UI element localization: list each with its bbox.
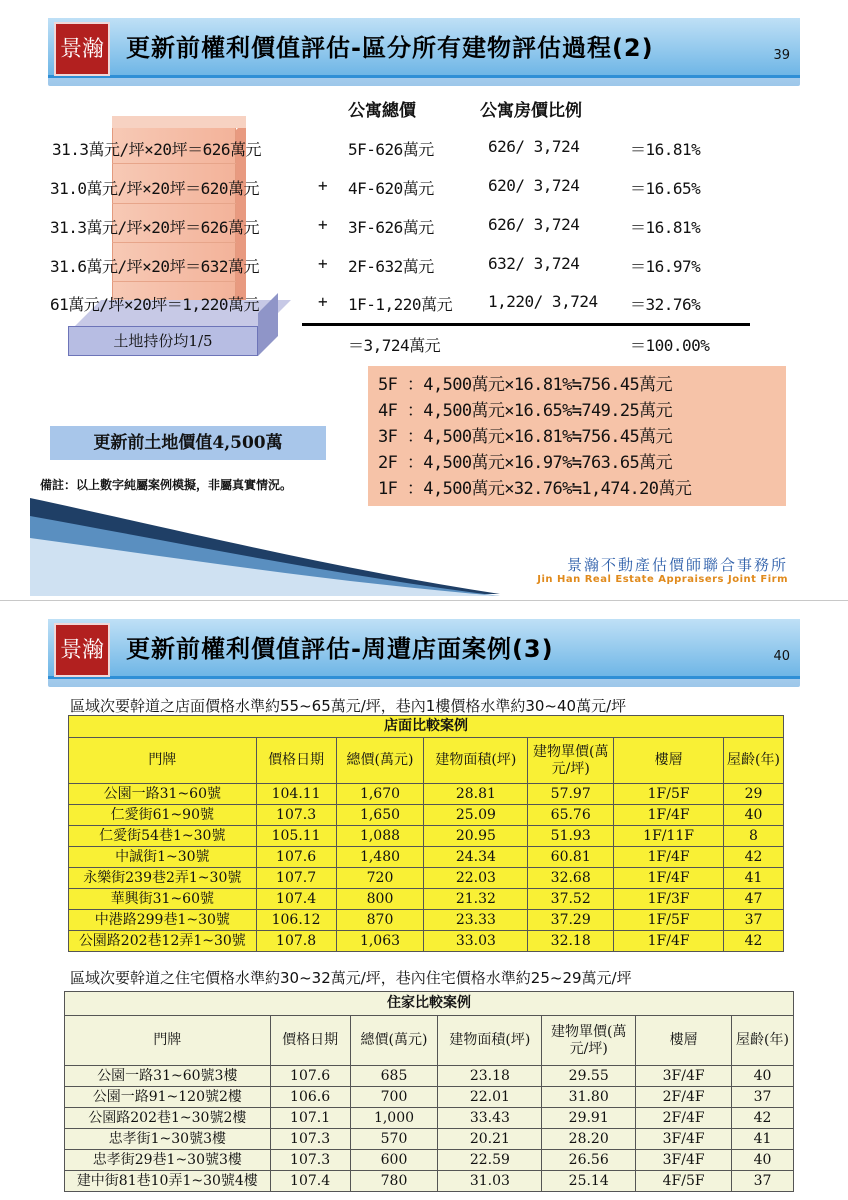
- col-header: 價格日期: [256, 738, 336, 784]
- col-header: 門牌: [69, 738, 257, 784]
- table-cell: 33.43: [438, 1108, 542, 1129]
- table-cell: 32.18: [528, 931, 614, 952]
- table-cell: 33.03: [424, 931, 528, 952]
- col-header: 價格日期: [270, 1016, 350, 1066]
- sum-total: ＝3,724萬元: [348, 336, 441, 355]
- table-cell: 104.11: [256, 784, 336, 805]
- table-row: [69, 868, 784, 889]
- floor-ratio-1f: 1,220/ 3,724: [488, 292, 598, 311]
- table-cell: 29.55: [542, 1066, 636, 1087]
- floor-pct-4f: ＝16.65%: [630, 179, 701, 198]
- table-caption: 店面比較案例: [69, 716, 784, 738]
- table-cell: 中誠街1~30號: [69, 847, 257, 868]
- slide-title: 更新前權利價值評估-周遭店面案例(3): [126, 635, 554, 663]
- col-header: 樓層: [636, 1016, 732, 1066]
- table-cell: 23.18: [438, 1066, 542, 1087]
- decorative-swoosh: [30, 498, 500, 596]
- table-cell: 37: [732, 1087, 794, 1108]
- plus-sign: +: [318, 215, 328, 234]
- table-cell: 107.4: [256, 889, 336, 910]
- shop-price-note: 區域次要幹道之店面價格水準約55~65萬元/坪，巷內1樓價格水準約30~40萬元/坪: [70, 697, 627, 715]
- table-cell: 41: [732, 1129, 794, 1150]
- sum-divider: [302, 323, 750, 326]
- page-number: 40: [773, 649, 790, 664]
- table-cell: 42: [724, 931, 784, 952]
- table-cell: 1F/4F: [614, 868, 724, 889]
- table-cell: 31.03: [438, 1171, 542, 1192]
- land-value-box: 更新前土地價值4,500萬: [50, 426, 326, 460]
- table-cell: 37: [724, 910, 784, 931]
- residential-comparison-table: [64, 991, 794, 1192]
- table-row: [65, 1087, 794, 1108]
- table-cell: 870: [336, 910, 424, 931]
- table-row: [65, 1150, 794, 1171]
- table-cell: 華興街31~60號: [69, 889, 257, 910]
- table-cell: 65.76: [528, 805, 614, 826]
- table-cell: 1,670: [336, 784, 424, 805]
- floor-pct-5f: ＝16.81%: [630, 140, 701, 159]
- table-cell: 780: [350, 1171, 438, 1192]
- table-cell: 1F/4F: [614, 931, 724, 952]
- col-header: 建物面積(坪): [424, 738, 528, 784]
- table-cell: 忠孝街1~30號3樓: [65, 1129, 271, 1150]
- col-header: 屋齡(年): [724, 738, 784, 784]
- floor-calc-5f: 31.3萬元/坪×20坪＝626萬元: [52, 140, 261, 159]
- slide-title: 更新前權利價值評估-區分所有建物評估過程(2): [126, 34, 654, 62]
- table-row: [65, 1171, 794, 1192]
- table-cell: 32.68: [528, 868, 614, 889]
- col-header: 建物單價(萬元/坪): [542, 1016, 636, 1066]
- table-cell: 1,088: [336, 826, 424, 847]
- title-bar: [48, 18, 800, 88]
- calc-line-2f: 2F ：4,500萬元×16.97%≒763.65萬元: [378, 453, 672, 473]
- table-cell: 永樂街239巷2弄1~30號: [69, 868, 257, 889]
- table-cell: 57.97: [528, 784, 614, 805]
- table-cell: 建中街81巷10弄1~30號4樓: [65, 1171, 271, 1192]
- floor-ratio-4f: 620/ 3,724: [488, 176, 580, 195]
- col-header: 建物單價(萬元/坪): [528, 738, 614, 784]
- table-cell: 22.59: [438, 1150, 542, 1171]
- floor-total-1f: 1F-1,220萬元: [348, 295, 453, 314]
- table-cell: 107.3: [256, 805, 336, 826]
- table-cell: 800: [336, 889, 424, 910]
- table-cell: 51.93: [528, 826, 614, 847]
- floor-calc-2f: 31.6萬元/坪×20坪＝632萬元: [50, 257, 259, 276]
- floor-ratio-5f: 626/ 3,724: [488, 137, 580, 156]
- table-cell: 29.91: [542, 1108, 636, 1129]
- col-header: 樓層: [614, 738, 724, 784]
- firm-name-en: Jin Han Real Estate Appraisers Joint Firm: [537, 574, 788, 585]
- floor-pct-2f: ＝16.97%: [630, 257, 701, 276]
- col-header: 屋齡(年): [732, 1016, 794, 1066]
- table-cell: 107.7: [256, 868, 336, 889]
- table-cell: 1F/4F: [614, 847, 724, 868]
- floor-total-3f: 3F-626萬元: [348, 218, 434, 237]
- table-cell: 1F/5F: [614, 910, 724, 931]
- table-cell: 公園一路31~60號: [69, 784, 257, 805]
- table-cell: 2F/4F: [636, 1087, 732, 1108]
- table-cell: 22.01: [438, 1087, 542, 1108]
- floor-calc-4f: 31.0萬元/坪×20坪＝620萬元: [50, 179, 259, 198]
- table-cell: 20.21: [438, 1129, 542, 1150]
- table-cell: 20.95: [424, 826, 528, 847]
- table-cell: 3F/4F: [636, 1066, 732, 1087]
- table-cell: 105.11: [256, 826, 336, 847]
- col-header: 門牌: [65, 1016, 271, 1066]
- allocation-calc-box: [368, 366, 786, 506]
- col-header: 建物面積(坪): [438, 1016, 542, 1066]
- table-cell: 40: [732, 1150, 794, 1171]
- table-cell: 23.33: [424, 910, 528, 931]
- table-row: [69, 889, 784, 910]
- floor-calc-3f: 31.3萬元/坪×20坪＝626萬元: [50, 218, 259, 237]
- table-cell: 公園路202巷12弄1~30號: [69, 931, 257, 952]
- calc-line-1f: 1F ：4,500萬元×32.76%≒1,474.20萬元: [378, 479, 692, 499]
- table-row: [69, 847, 784, 868]
- table-row: [65, 1066, 794, 1087]
- table-cell: 26.56: [542, 1150, 636, 1171]
- floor-pct-1f: ＝32.76%: [630, 295, 701, 314]
- table-cell: 41: [724, 868, 784, 889]
- table-cell: 600: [350, 1150, 438, 1171]
- table-row: [69, 826, 784, 847]
- floor-calc-1f: 61萬元/坪×20坪＝1,220萬元: [50, 295, 259, 314]
- table-cell: 4F/5F: [636, 1171, 732, 1192]
- table-row: [69, 910, 784, 931]
- plus-sign: +: [318, 176, 328, 195]
- plus-sign: +: [318, 254, 328, 273]
- table-cell: 1F/3F: [614, 889, 724, 910]
- firm-logo: 景瀚: [54, 22, 110, 76]
- table-cell: 公園一路31~60號3樓: [65, 1066, 271, 1087]
- floor-total-5f: 5F-626萬元: [348, 140, 434, 159]
- table-cell: 25.14: [542, 1171, 636, 1192]
- calc-line-4f: 4F ：4,500萬元×16.65%≒749.25萬元: [378, 401, 672, 421]
- slide-40: [0, 600, 848, 1200]
- floor-pct-3f: ＝16.81%: [630, 218, 701, 237]
- table-cell: 37.52: [528, 889, 614, 910]
- table-cell: 40: [724, 805, 784, 826]
- table-cell: 中港路299巷1~30號: [69, 910, 257, 931]
- table-caption: 住家比較案例: [65, 992, 794, 1016]
- sum-pct: ＝100.00%: [630, 336, 710, 355]
- table-cell: 忠孝街29巷1~30號3樓: [65, 1150, 271, 1171]
- table-cell: 28.20: [542, 1129, 636, 1150]
- table-cell: 24.34: [424, 847, 528, 868]
- table-cell: 22.03: [424, 868, 528, 889]
- table-cell: 60.81: [528, 847, 614, 868]
- table-cell: 1,480: [336, 847, 424, 868]
- table-cell: 107.6: [270, 1066, 350, 1087]
- header-ratio: 公寓房價比例: [480, 101, 582, 121]
- table-cell: 3F/4F: [636, 1129, 732, 1150]
- residential-price-note: 區域次要幹道之住宅價格水準約30~32萬元/坪，巷內住宅價格水準約25~29萬元/坪: [70, 969, 632, 987]
- table-cell: 1F/4F: [614, 805, 724, 826]
- table-row: [69, 931, 784, 952]
- table-row: [65, 1129, 794, 1150]
- floor-total-4f: 4F-620萬元: [348, 179, 434, 198]
- table-cell: 106.12: [256, 910, 336, 931]
- table-cell: 仁愛街54巷1~30號: [69, 826, 257, 847]
- table-cell: 1,650: [336, 805, 424, 826]
- table-cell: 106.6: [270, 1087, 350, 1108]
- land-share-label: 土地持份均1/5: [68, 326, 258, 356]
- table-cell: 700: [350, 1087, 438, 1108]
- table-cell: 2F/4F: [636, 1108, 732, 1129]
- floor-ratio-3f: 626/ 3,724: [488, 215, 580, 234]
- table-cell: 40: [732, 1066, 794, 1087]
- table-cell: 37: [732, 1171, 794, 1192]
- table-cell: 仁愛街61~90號: [69, 805, 257, 826]
- table-cell: 31.80: [542, 1087, 636, 1108]
- table-cell: 37.29: [528, 910, 614, 931]
- calc-line-3f: 3F ：4,500萬元×16.81%≒756.45萬元: [378, 427, 672, 447]
- table-cell: 47: [724, 889, 784, 910]
- table-cell: 公園一路91~120號2樓: [65, 1087, 271, 1108]
- table-cell: 107.6: [256, 847, 336, 868]
- table-cell: 107.3: [270, 1129, 350, 1150]
- disclaimer-note: 備註：以上數字純屬案例模擬，非屬真實情況。: [40, 478, 293, 492]
- col-header: 總價(萬元): [336, 738, 424, 784]
- calc-line-5f: 5F ：4,500萬元×16.81%≒756.45萬元: [378, 375, 672, 395]
- table-cell: 42: [724, 847, 784, 868]
- header-total: 公寓總價: [348, 101, 416, 121]
- firm-name-cn: 景瀚不動產估價師聯合事務所: [566, 556, 788, 574]
- table-cell: 28.81: [424, 784, 528, 805]
- table-cell: 1,063: [336, 931, 424, 952]
- table-cell: 29: [724, 784, 784, 805]
- table-row: [69, 784, 784, 805]
- table-row: [65, 1108, 794, 1129]
- table-cell: 25.09: [424, 805, 528, 826]
- table-cell: 21.32: [424, 889, 528, 910]
- table-cell: 720: [336, 868, 424, 889]
- table-cell: 3F/4F: [636, 1150, 732, 1171]
- floor-total-2f: 2F-632萬元: [348, 257, 434, 276]
- table-cell: 1F/5F: [614, 784, 724, 805]
- floor-ratio-2f: 632/ 3,724: [488, 254, 580, 273]
- page-number: 39: [773, 48, 790, 63]
- plus-sign: +: [318, 292, 328, 311]
- table-cell: 8: [724, 826, 784, 847]
- table-cell: 107.1: [270, 1108, 350, 1129]
- table-cell: 107.8: [256, 931, 336, 952]
- firm-logo: 景瀚: [54, 623, 110, 677]
- table-row: [69, 805, 784, 826]
- table-cell: 公園路202巷1~30號2樓: [65, 1108, 271, 1129]
- table-cell: 1,000: [350, 1108, 438, 1129]
- table-cell: 107.3: [270, 1150, 350, 1171]
- title-bar: [48, 619, 800, 689]
- table-cell: 570: [350, 1129, 438, 1150]
- table-cell: 685: [350, 1066, 438, 1087]
- table-cell: 1F/11F: [614, 826, 724, 847]
- col-header: 總價(萬元): [350, 1016, 438, 1066]
- shop-comparison-table: [68, 715, 784, 952]
- table-cell: 107.4: [270, 1171, 350, 1192]
- table-cell: 42: [732, 1108, 794, 1129]
